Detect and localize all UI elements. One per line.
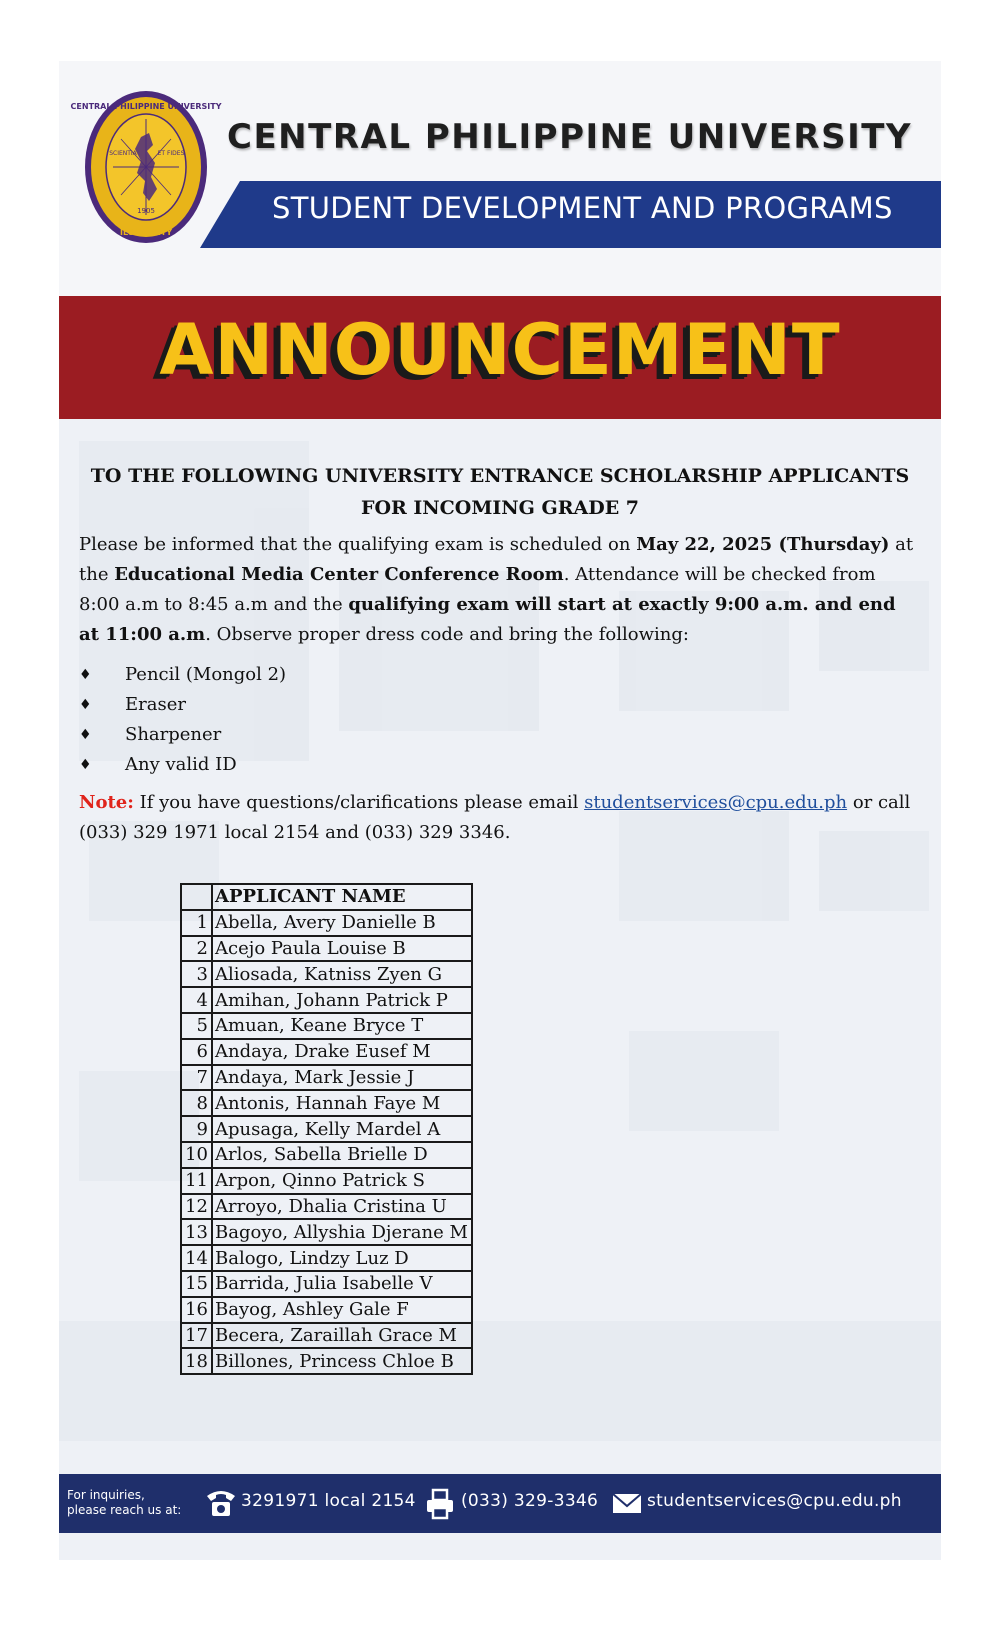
notice-heading: TO THE FOLLOWING UNIVERSITY ENTRANCE SCHOLARSHIP APPLICANTS FOR INCOMING GRADE 7: [90, 465, 910, 519]
requirement-item: [79, 690, 921, 720]
applicant-table: [180, 883, 473, 1375]
notice-body: [79, 460, 921, 848]
note-label: Note:: [79, 792, 134, 813]
seal-ring-text: CENTRAL PHILIPPINE UNIVERSITY: [70, 102, 222, 111]
requirement-item: [79, 660, 921, 690]
contact-footer: [59, 1474, 941, 1533]
fax-icon: [424, 1484, 456, 1522]
applicant-name: Andaya, Drake Eusef M: [212, 1039, 472, 1065]
university-name: CENTRAL PHILIPPINE UNIVERSITY: [227, 117, 913, 157]
bullet-icon: ♦: [79, 697, 92, 713]
row-number: 7: [181, 1065, 212, 1091]
requirement-item: [79, 720, 921, 750]
table-row: [181, 936, 472, 962]
applicant-name: Billones, Princess Chloe B: [212, 1348, 472, 1374]
table-row: [181, 1194, 472, 1220]
email-link[interactable]: studentservices@cpu.edu.ph: [584, 792, 848, 813]
note-tail: or call (033) 329 1971 local 2154 and (033) 329 3346.: [79, 792, 911, 843]
table-row: [181, 1297, 472, 1323]
seal-motto-right: ET FIDES: [157, 150, 185, 157]
requirement-label: Eraser: [125, 694, 186, 715]
applicant-name: Amihan, Johann Patrick P: [212, 987, 472, 1013]
table-row: [181, 1065, 472, 1091]
inquiry-label: [67, 1488, 217, 1518]
notice-text-4: . Observe proper dress code and bring the following:: [205, 624, 689, 645]
applicant-name: Amuan, Keane Bryce T: [212, 1013, 472, 1039]
applicant-rows: [181, 910, 472, 1374]
announcement-page: [59, 61, 941, 1560]
exam-venue: Educational Media Center Conference Room: [114, 564, 564, 585]
applicant-name: Balogo, Lindzy Luz D: [212, 1245, 472, 1271]
note-paragraph: [79, 788, 921, 848]
inquiry-line-1: For inquiries,: [67, 1488, 145, 1502]
notice-text-1: Please be informed that the qualifying exam is scheduled on: [79, 534, 637, 555]
footer-phone: 3291971 local 2154: [241, 1491, 416, 1511]
table-row: [181, 1013, 472, 1039]
row-number: 9: [181, 1116, 212, 1142]
department-name: STUDENT DEVELOPMENT AND PROGRAMS: [272, 191, 893, 225]
row-number: 6: [181, 1039, 212, 1065]
requirement-item: [79, 750, 921, 780]
table-row: [181, 1219, 472, 1245]
bullet-icon: ♦: [79, 667, 92, 683]
envelope-icon: [611, 1484, 643, 1522]
row-number: 8: [181, 1090, 212, 1116]
table-row: [181, 1271, 472, 1297]
row-number: 15: [181, 1271, 212, 1297]
note-text: If you have questions/clarifications please email: [133, 792, 585, 813]
row-number: 16: [181, 1297, 212, 1323]
table-header-row: [181, 884, 472, 910]
footer-fax: (033) 329-3346: [461, 1491, 599, 1511]
row-number: 12: [181, 1194, 212, 1220]
row-number: 18: [181, 1348, 212, 1374]
row-number: 4: [181, 987, 212, 1013]
row-number: 5: [181, 1013, 212, 1039]
row-number: 13: [181, 1219, 212, 1245]
requirement-label: Pencil (Mongol 2): [125, 664, 287, 685]
applicant-name: Andaya, Mark Jessie J: [212, 1065, 472, 1091]
exam-time: qualifying exam will start at exactly 9:00 a.m. and end at 11:00 a.m: [79, 594, 896, 645]
applicant-name: Arroyo, Dhalia Cristina U: [212, 1194, 472, 1220]
inquiry-line-2: please reach us at:: [67, 1503, 182, 1517]
seal-year: 1905: [137, 207, 155, 215]
applicant-name: Aliosada, Katniss Zyen G: [212, 961, 472, 987]
table-row: [181, 1142, 472, 1168]
bullet-icon: ♦: [79, 727, 92, 743]
applicant-name: Bagoyo, Allyshia Djerane M: [212, 1219, 472, 1245]
row-number: 17: [181, 1323, 212, 1349]
row-number: 3: [181, 961, 212, 987]
requirement-label: Any valid ID: [125, 754, 237, 775]
table-row: [181, 1039, 472, 1065]
exam-date: May 22, 2025 (Thursday): [636, 534, 890, 555]
header-applicant-name: APPLICANT NAME: [212, 884, 472, 910]
applicant-name: Bayog, Ashley Gale F: [212, 1297, 472, 1323]
applicant-name: Acejo Paula Louise B: [212, 936, 472, 962]
applicant-name: Arpon, Qinno Patrick S: [212, 1168, 472, 1194]
row-number: 1: [181, 910, 212, 936]
table-row: [181, 1090, 472, 1116]
table-row: [181, 1245, 472, 1271]
row-number: 10: [181, 1142, 212, 1168]
seal-city: ILOILO CITY: [119, 228, 173, 237]
applicant-name: Arlos, Sabella Brielle D: [212, 1142, 472, 1168]
applicant-name: Apusaga, Kelly Mardel A: [212, 1116, 472, 1142]
applicant-name: Abella, Avery Danielle B: [212, 910, 472, 936]
row-number: 2: [181, 936, 212, 962]
header-number: [181, 884, 212, 910]
requirements-list: [79, 660, 921, 780]
letterhead: [59, 61, 941, 297]
notice-text-3: . Attendance will be checked from 8:00 a.m to 8:45 a.m and the: [79, 564, 876, 615]
requirement-label: Sharpener: [125, 724, 222, 745]
applicant-name: Becera, Zaraillah Grace M: [212, 1323, 472, 1349]
table-row: [181, 1168, 472, 1194]
table-row: [181, 910, 472, 936]
table-row: [181, 961, 472, 987]
table-row: [181, 1348, 472, 1374]
applicant-name: Antonis, Hannah Faye M: [212, 1090, 472, 1116]
table-row: [181, 1323, 472, 1349]
announcement-title: ANNOUNCEMENT: [159, 309, 841, 391]
notice-text-2: at the: [79, 534, 914, 585]
row-number: 11: [181, 1168, 212, 1194]
applicant-name: Barrida, Julia Isabelle V: [212, 1271, 472, 1297]
table-row: [181, 987, 472, 1013]
row-number: 14: [181, 1245, 212, 1271]
seal-motto-left: SCIENTIA: [109, 150, 137, 157]
bullet-icon: ♦: [79, 757, 92, 773]
telephone-icon: [203, 1484, 239, 1522]
table-row: [181, 1116, 472, 1142]
university-seal-logo: [70, 89, 222, 245]
footer-email: studentservices@cpu.edu.ph: [647, 1491, 902, 1511]
notice-paragraph: [79, 530, 921, 650]
